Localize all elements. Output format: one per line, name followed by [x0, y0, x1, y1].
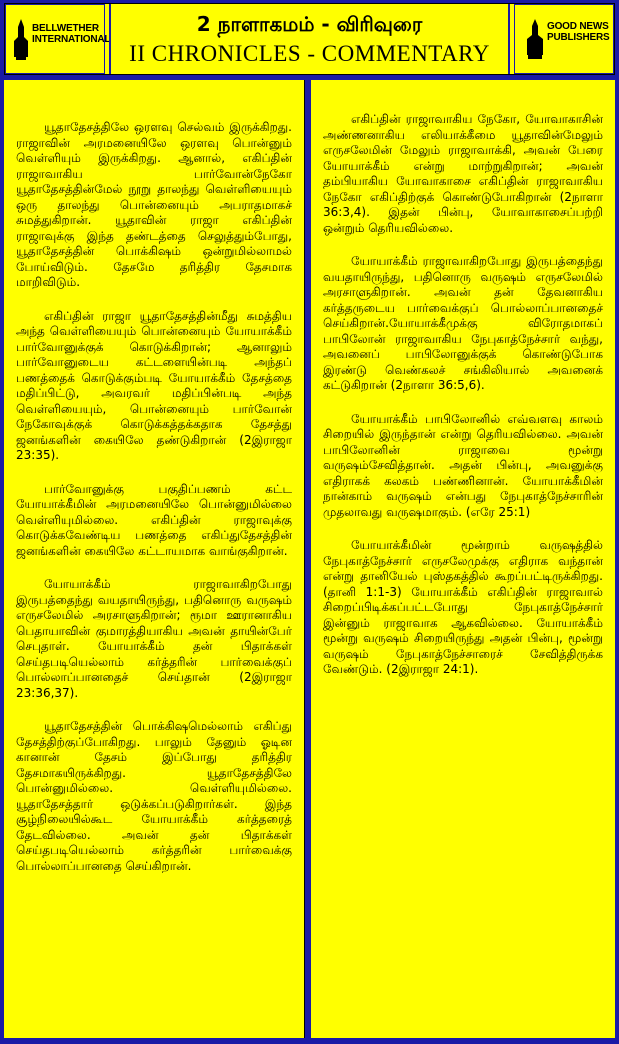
good-news-logo [514, 4, 614, 74]
logo-left-line2: INTERNATIONAL [32, 34, 111, 45]
paragraph: யோயாக்கீம் பாபிலோனில் எவ்வளவு காலம் சிறையில் இருந்தான் என்று தெரியவில்லை. அவன் பாபிலோனின் ராஜாவை மூன்று வருஷம்சேவித்தான். அதன் பின்பு, அவனுக்கு எதிராகக் கலகம் பண்ணினான். யோயாக்கீமின் நான்காம் வருஷம் என்பது நேபுகாத்நேச்சாரின் முதலாவது வருஷமாகும். (எரே 25:1) [323, 411, 603, 519]
title-block [109, 4, 510, 74]
paragraph: யூதாதேசத்திலே ஒரளவு செல்வம் இருக்கிறது. ராஜாவின் அரமனையிலே ஒரளவு பொன்னும் வெள்ளியும் இருக்கிறது. ஆனால், எகிப்தின் ராஜாவாகிய பார்வோன்நேகோ யூதாதேசத்தின்மேல் நூறு தாலந்து வெள்ளியையும் ஒரு தாலந்து பொன்னையும் அபராதமாகச் சுமத்துகிறான். யூதாவின் ராஜா எகிப்தின் ராஜாவுக்கு இந்த தண்டத்தை செலுத்தும்போது, யூதாதேசத்தின் பொக்கிஷம் ஒன்றுமில்லாமல் போய்விடும். தேசமே தரித்திர தேசமாக மாறிவிடும். [16, 120, 292, 289]
paragraph: யோயாக்கீம் ராஜாவாகிறபோது இருபத்தைந்து வயதாயிருந்து, பதினொரு வருஷம் எருசலேமில் அரசாளுகிறான். அவன் தன் தேவனாகிய கர்த்தருடைய பார்வைக்குப் பொல்லாப்பானதைச் செய்கிறான்.யோயாக்கீமுக்கு விரோதமாகப் பாபிலோன் ராஜாவாகிய நேபுகாத்நேச்சார் வந்து, அவனைப் பாபிலோனுக்குக் கொண்டுபோக இரண்டு வெண்கலச் சங்கிலியால் அவனைக் கட்டுகிறான் (2நாளா 36:5,6). [323, 254, 603, 392]
paragraph: எகிப்தின் ராஜா யூதாதேசத்தின்மீது சுமத்திய அந்த வெள்ளியையும் பொன்னையும் யோயாக்கீம் பார்வோனுக்குக் கொடுக்கிறான்; ஆனாலும் பார்வோனுடைய கட்டளையின்படி அந்தப் பணத்தைக் கொடுக்கும்படி யோயாக்கீம் தேசத்தை மதிப்பிட்டு, அவரவர் மதிப்பின்படி அந்த வெள்ளியையும், பொன்னையும் பார்வோன் நேகோவுக்குக் கொடுக்கத்தக்கதாக தேசத்து ஜனங்களின் கையிலே தண்டுகிறான் (2இராஜா 23:35). [16, 308, 292, 462]
logo-right-line1: GOOD NEWS [547, 21, 609, 32]
paragraph: யூதாதேசத்தின் பொக்கிஷமெல்லாம் எகிப்து தேசத்திற்குப்போகிறது. பாலும் தேனும் ஓடின கானான் தேசம் இப்போது தரித்திர தேசமாகயிருக்கிறது. யூதாதேசத்திலே பொன்னுமில்லை. வெள்ளியுமில்லை. யூதாதேசத்தார் ஒடுக்கப்படுகிறார்கள். இந்த சூழ்நிலையில்கூட யோயாக்கீம் கர்த்தரைத் தேடவில்லை. அவன் தன் பிதாக்கள் செய்தபடியெல்லாம் கர்த்தரின் பார்வைக்கு பொல்லாப்பானதை செய்கிறான். [16, 719, 292, 873]
bellwether-logo-text [32, 23, 110, 45]
title-english: II CHRONICLES - COMMENTARY [129, 41, 490, 66]
page-header [4, 3, 615, 75]
paragraph: எகிப்தின் ராஜாவாகிய நேகோ, யோவாகாசின் அண்ணனாகிய எலியாக்கீமை யூதாவின்மேலும் எருசலேமின் மேலும் ராஜாவாக்கி, அவன் பேரை யோயாக்கீம் என்று மாற்றுகிறான்; அவன் தம்பியாகிய யோவாகாசை எகிப்தின் ராஜாவாகிய நேகோ எகிப்திற்குக் கொண்டுபோகிறான் (2நாளா 36:3,4). இதன் பின்பு, யோவாகாசைப்பற்றி ஒன்றும் தெரியவில்லை. [323, 112, 603, 235]
bellwether-logo [5, 4, 111, 74]
right-column [311, 80, 615, 1038]
bellwether-icon [12, 17, 30, 61]
paragraph: பார்வோனுக்கு பகுதிப்பணம் கட்ட யோயாக்கீமின் அரமனையிலே பொன்னுமில்லை வெள்ளியுமில்லை. எகிப்தின் ராஜாவுக்கு கொடுக்கவேண்டிய பணத்தை எகிப்துதேசத்தின் ஜனங்களின் கையிலே கட்டாயமாக வாங்குகிறான். [16, 481, 292, 558]
logo-right-line2: PUBLISHERS [547, 32, 610, 43]
paragraph: யோயாக்கீம் ராஜாவாகிறபோது இருபத்தைந்து வயதாயிருந்து, பதினொரு வருஷம் எருசலேமில் அரசாளுகிறான்; ரூமா ஊரானாகிய பெதாயாவின் குமாரத்தியாகிய அவன் தாயின்பேர் செபுதாள். யோயாக்கீம் தன் பிதாக்கள் செய்தபடியெல்லாம் கர்த்தரின் பார்வைக்குப் பொல்லாப்பானதைச் செய்தான் (2இராஜா 23:36,37). [16, 577, 292, 700]
paragraph: யோயாக்கீமின் மூன்றாம் வருஷத்தில் நேபுகாத்நேச்சார் எருசலேமுக்கு எதிராக வந்தான் என்று தானியேல் புஸ்தகத்தில் கூறப்பட்டிருக்கிறது. (தானி 1:1-3) யோயாக்கீம் எகிப்தின் ராஜாவால் சிறைப்பிடிக்கப்பட்டபோது நேபுகாத்நேச்சார் இன்னும் ராஜாவாக ஆகவில்லை. யோயாக்கீம் மூன்று வருஷம் சிறையிருந்து அதன் பின்பு, மூன்று வருஷம் நேபுகாத்நேச்சாரைச் சேவித்திருக்க வேண்டும். (2இராஜா 24:1). [323, 538, 603, 676]
title-tamil: 2 நாளாகமம் - விரிவுரை [196, 12, 423, 36]
good-news-logo-text [547, 21, 609, 43]
good-news-icon [525, 17, 545, 61]
left-column [4, 80, 305, 1038]
logo-left-line1: BELLWETHER [32, 23, 99, 34]
